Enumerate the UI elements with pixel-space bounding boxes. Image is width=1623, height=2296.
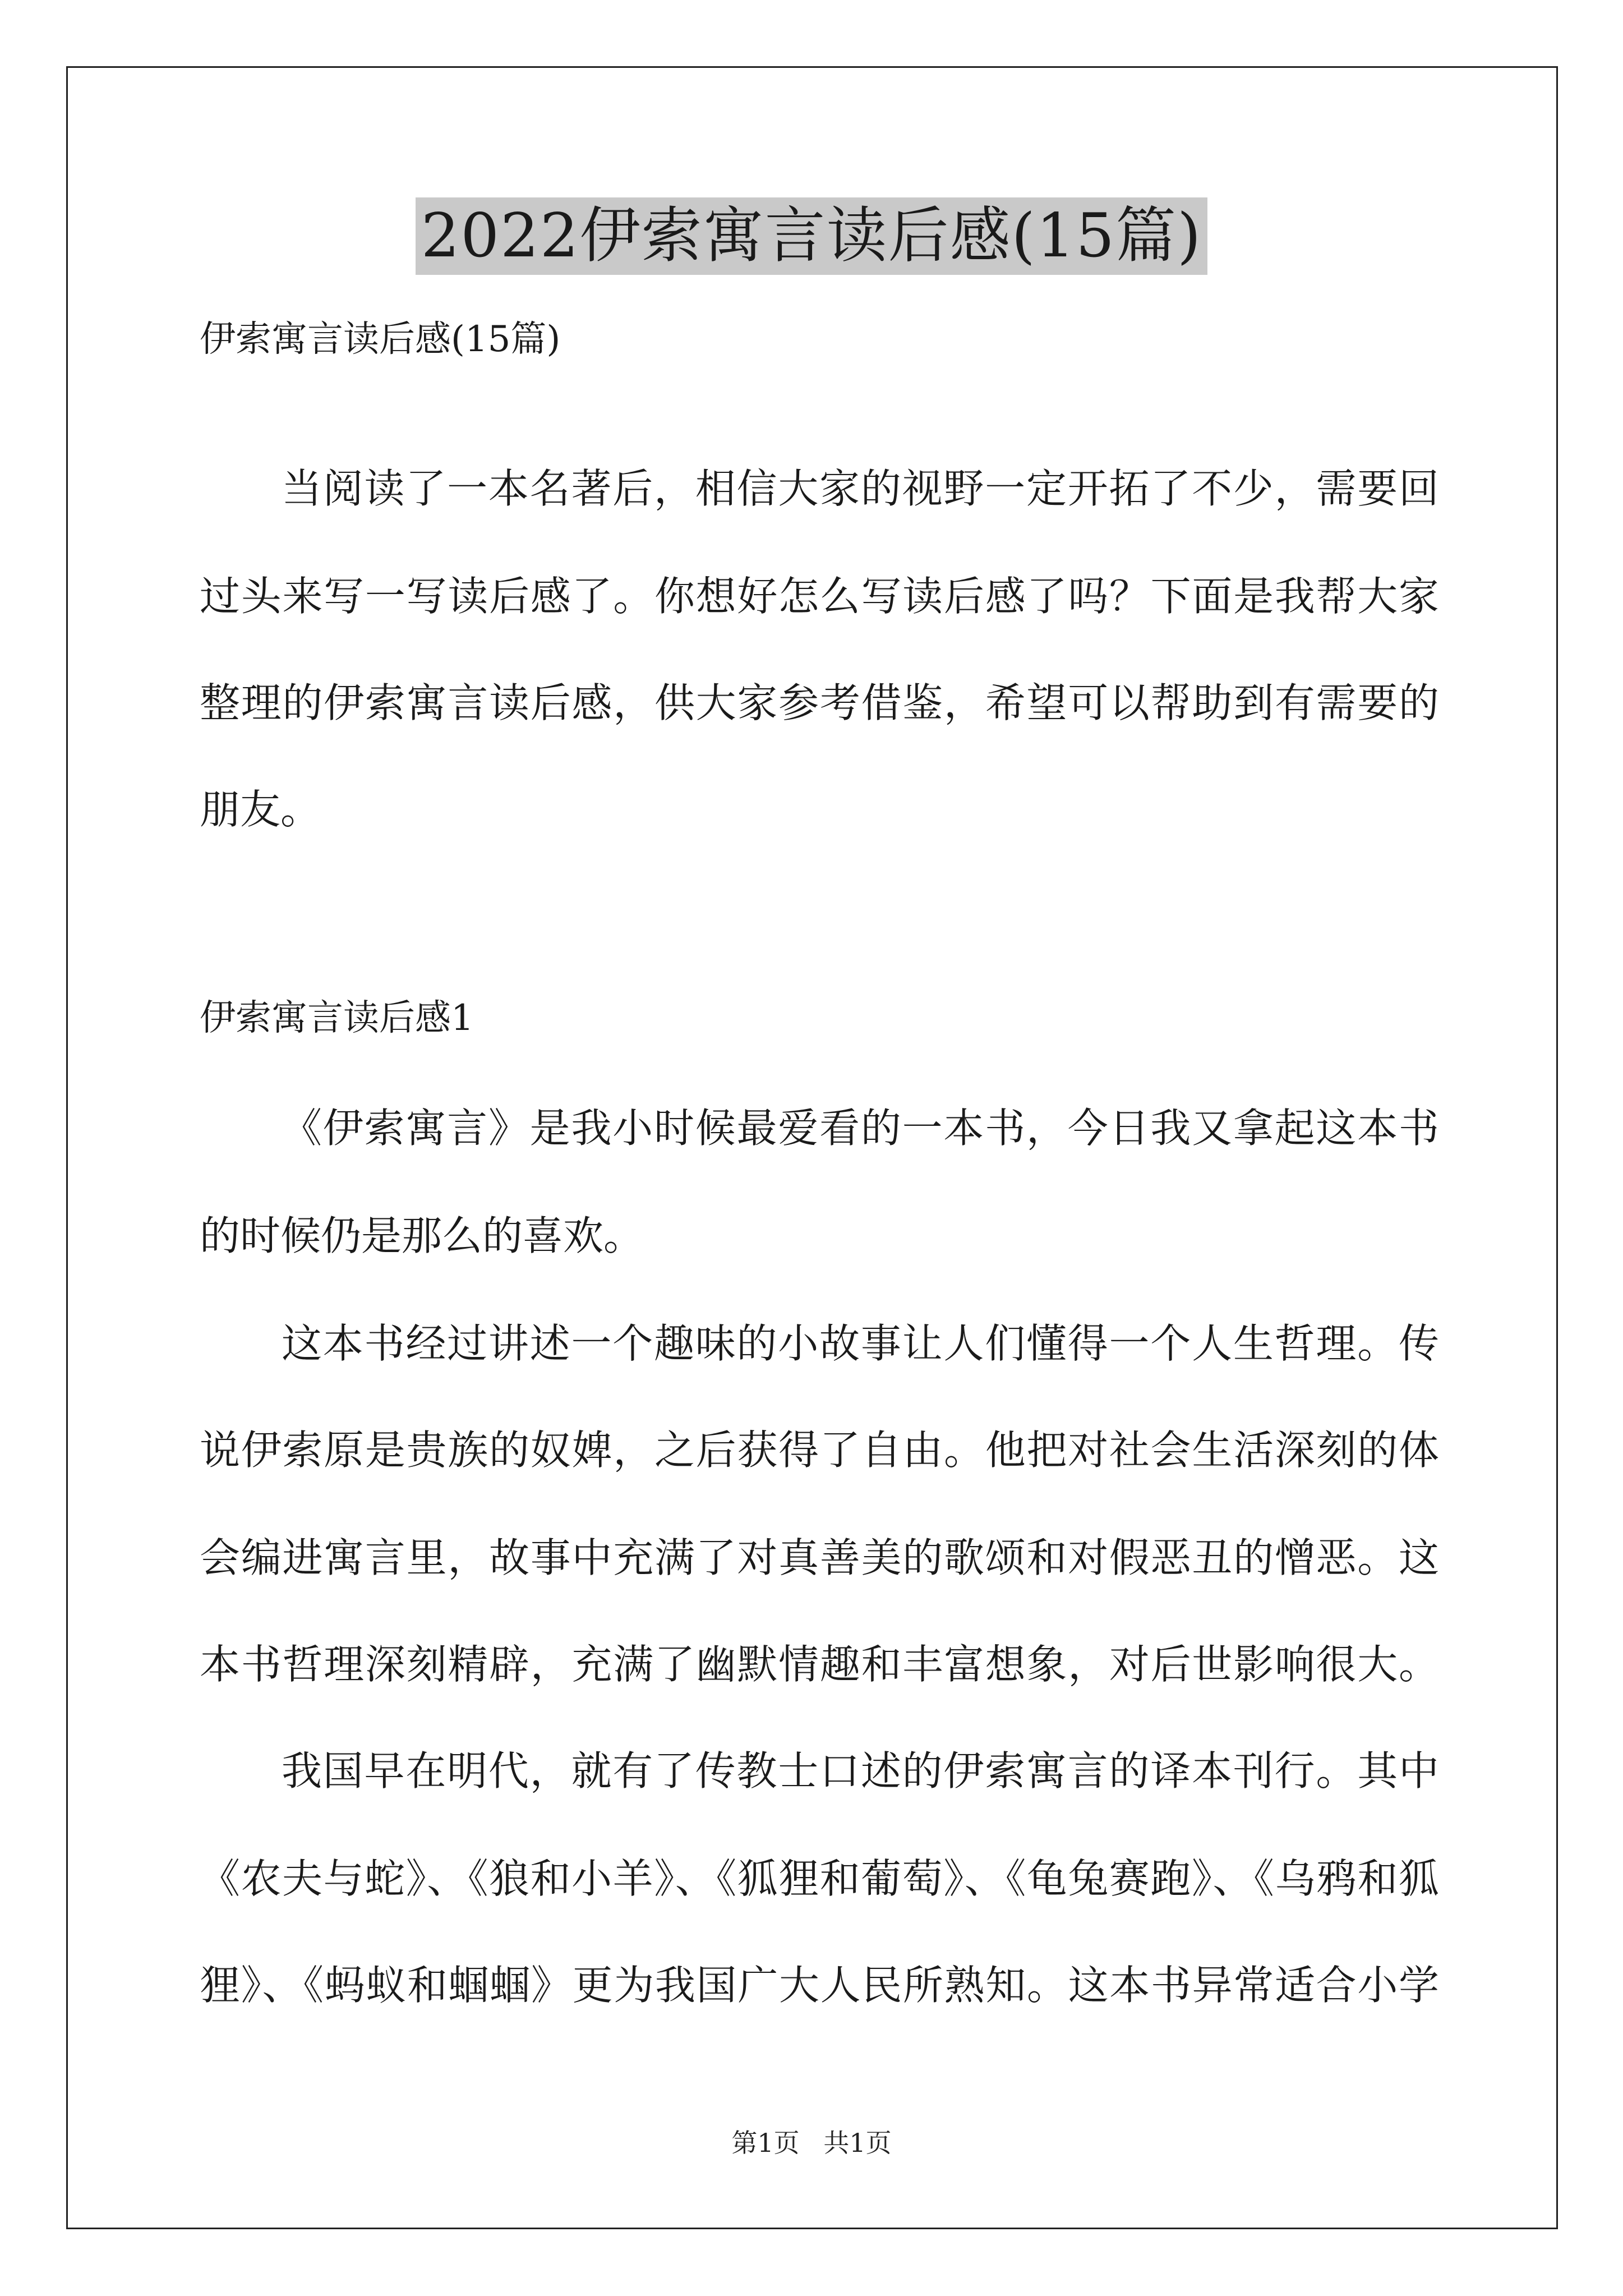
page-number: 第1页 (731, 2128, 800, 2158)
page-total: 共1页 (823, 2128, 892, 2158)
intro-line: 朋友。 (200, 786, 321, 833)
subtitle: 伊索寓言读后感(15篇) (200, 319, 561, 360)
paragraph-line: 这本书经过讲述一个趣味的小故事让人们懂得一个人生哲理。传 (282, 1320, 1439, 1367)
paragraph-line: 《农夫与蛇》、《狼和小羊》、《狐狸和葡萄》、《龟兔赛跑》、《乌鸦和狐 (200, 1855, 1439, 1902)
intro-line: 当阅读了一本名著后，相信大家的视野一定开拓了不少，需要回 (282, 465, 1439, 512)
paragraph-line: 会编进寓言里，故事中充满了对真善美的歌颂和对假恶丑的憎恶。这 (200, 1534, 1439, 1581)
section-heading: 伊索寓言读后感1 (200, 997, 474, 1039)
paragraph-line: 狸》、《蚂蚁和蝈蝈》更为我国广大人民所熟知。这本书异常适合小学 (200, 1962, 1439, 2009)
paragraph-line: 《伊索寓言》是我小时候最爱看的一本书，今日我又拿起这本书 (282, 1105, 1439, 1152)
paragraph-line: 的时候仍是那么的喜欢。 (200, 1212, 644, 1259)
paragraph-line: 我国早在明代，就有了传教士口述的伊索寓言的译本刊行。其中 (282, 1747, 1439, 1795)
paragraph-line: 本书哲理深刻精辟，充满了幽默情趣和丰富想象，对后世影响很大。 (200, 1641, 1439, 1688)
page-footer (0, 2126, 1623, 2160)
intro-line: 过头来写一写读后感了。你想好怎么写读后感了吗？下面是我帮大家 (200, 573, 1439, 620)
intro-line: 整理的伊索寓言读后感，供大家参考借鉴，希望可以帮助到有需要的 (200, 679, 1439, 726)
paragraph-line: 说伊索原是贵族的奴婢，之后获得了自由。他把对社会生活深刻的体 (200, 1427, 1439, 1474)
title-container (0, 197, 1623, 275)
document-title: 2022伊索寓言读后感(15篇) (416, 197, 1208, 275)
